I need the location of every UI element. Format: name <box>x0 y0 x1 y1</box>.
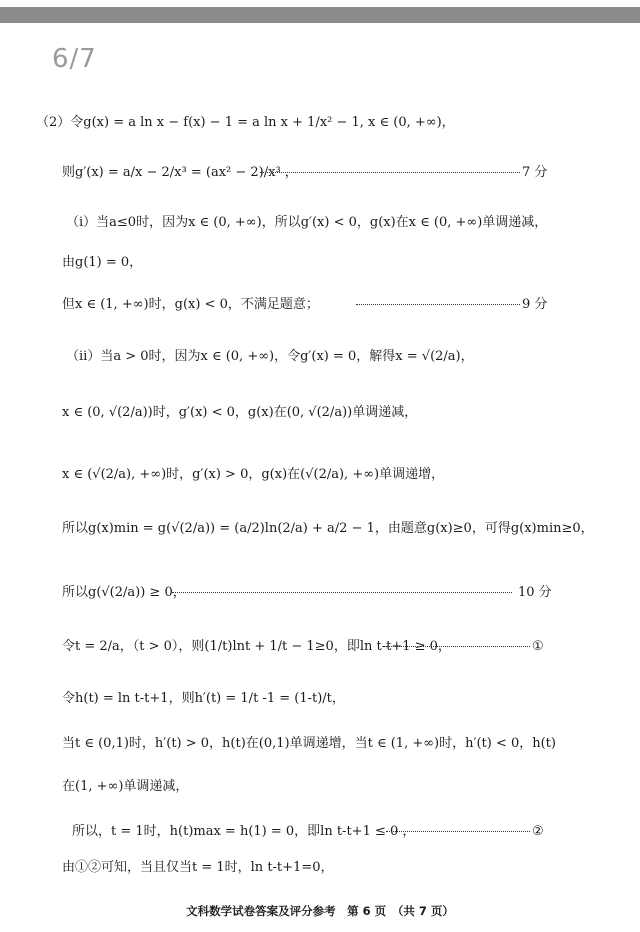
line-text: 但x ∈ (1, +∞)时，g(x) < 0，不满足题意； <box>62 297 319 312</box>
line-text: 则g′(x) = a/x − 2/x³ = (ax² − 2)/x³ ， <box>62 165 298 180</box>
text-line <box>0 248 640 278</box>
line-text: 在(1, +∞)单调递减， <box>62 779 189 794</box>
line-text: 令h(t) = ln t-t+1，则h′(t) = 1/t -1 = (1-t)/t， <box>62 691 345 706</box>
top-gray-bar <box>0 7 640 23</box>
text-line <box>0 772 640 802</box>
text-line <box>0 729 640 759</box>
text-line <box>0 514 640 544</box>
page-indicator: 6/7 <box>52 44 97 74</box>
text-line <box>0 342 640 372</box>
line-text: 令t = 2/a，（t > 0），则(1/t)lnt + 1/t − 1≥0，即ln t-t+1 ≥ 0， <box>62 639 451 654</box>
dotted-leader <box>386 831 530 832</box>
line-text: 所以g(√(2/a)) ≥ 0， <box>62 585 186 600</box>
dotted-leader <box>260 172 520 173</box>
line-text: 所以g(x)min = g(√(2/a)) = (a/2)ln(2/a) + a/2 − 1，由题意g(x)≥0，可得g(x)min≥0， <box>62 521 594 536</box>
line-text: （2）令g(x) = a ln x − f(x) − 1 = a ln x + 1/x² − 1, x ∈ (0, +∞)， <box>36 115 455 130</box>
score-mark: 10 分 <box>518 585 552 600</box>
score-mark: ② <box>532 824 544 839</box>
dotted-leader <box>386 646 530 647</box>
text-line <box>0 108 640 138</box>
text-line <box>0 817 640 847</box>
line-text: 所以，t = 1时，h(t)max = h(1) = 0，即ln t-t+1 ≤ 0 ， <box>72 824 416 839</box>
line-text: （ii）当a > 0时，因为x ∈ (0, +∞)，令g′(x) = 0，解得x = √(2/a)， <box>66 349 474 364</box>
line-text: 当t ∈ (0,1)时，h′(t) > 0，h(t)在(0,1)单调递增，当t ∈ (1, +∞)时，h′(t) < 0，h(t) <box>62 736 556 751</box>
text-line <box>0 632 640 662</box>
text-line <box>0 398 640 428</box>
line-text: x ∈ (0, √(2/a))时，g′(x) < 0，g(x)在(0, √(2/a))单调递减， <box>62 405 418 420</box>
text-line <box>0 158 640 188</box>
page-footer: 文科数学试卷答案及评分参考 第 6 页 （共 7 页） <box>186 904 454 918</box>
line-text: 由①②可知，当且仅当t = 1时，ln t-t+1=0， <box>62 860 334 875</box>
text-line <box>0 460 640 490</box>
text-line <box>0 684 640 714</box>
line-text: x ∈ (√(2/a), +∞)时，g′(x) > 0，g(x)在(√(2/a), +∞)单调递增， <box>62 467 445 482</box>
score-mark: 9 分 <box>522 297 548 312</box>
line-text: 由g(1) = 0， <box>62 255 143 270</box>
dotted-leader <box>356 304 520 305</box>
line-text: （i）当a≤0时，因为x ∈ (0, +∞)，所以g′(x) < 0，g(x)在x ∈ (0, +∞)单调递减， <box>66 215 548 230</box>
text-line <box>0 578 640 608</box>
text-line <box>0 208 640 238</box>
score-mark: 7 分 <box>522 165 548 180</box>
text-line <box>0 290 640 320</box>
dotted-leader <box>172 592 512 593</box>
text-line <box>0 853 640 883</box>
score-mark: ① <box>532 639 544 654</box>
